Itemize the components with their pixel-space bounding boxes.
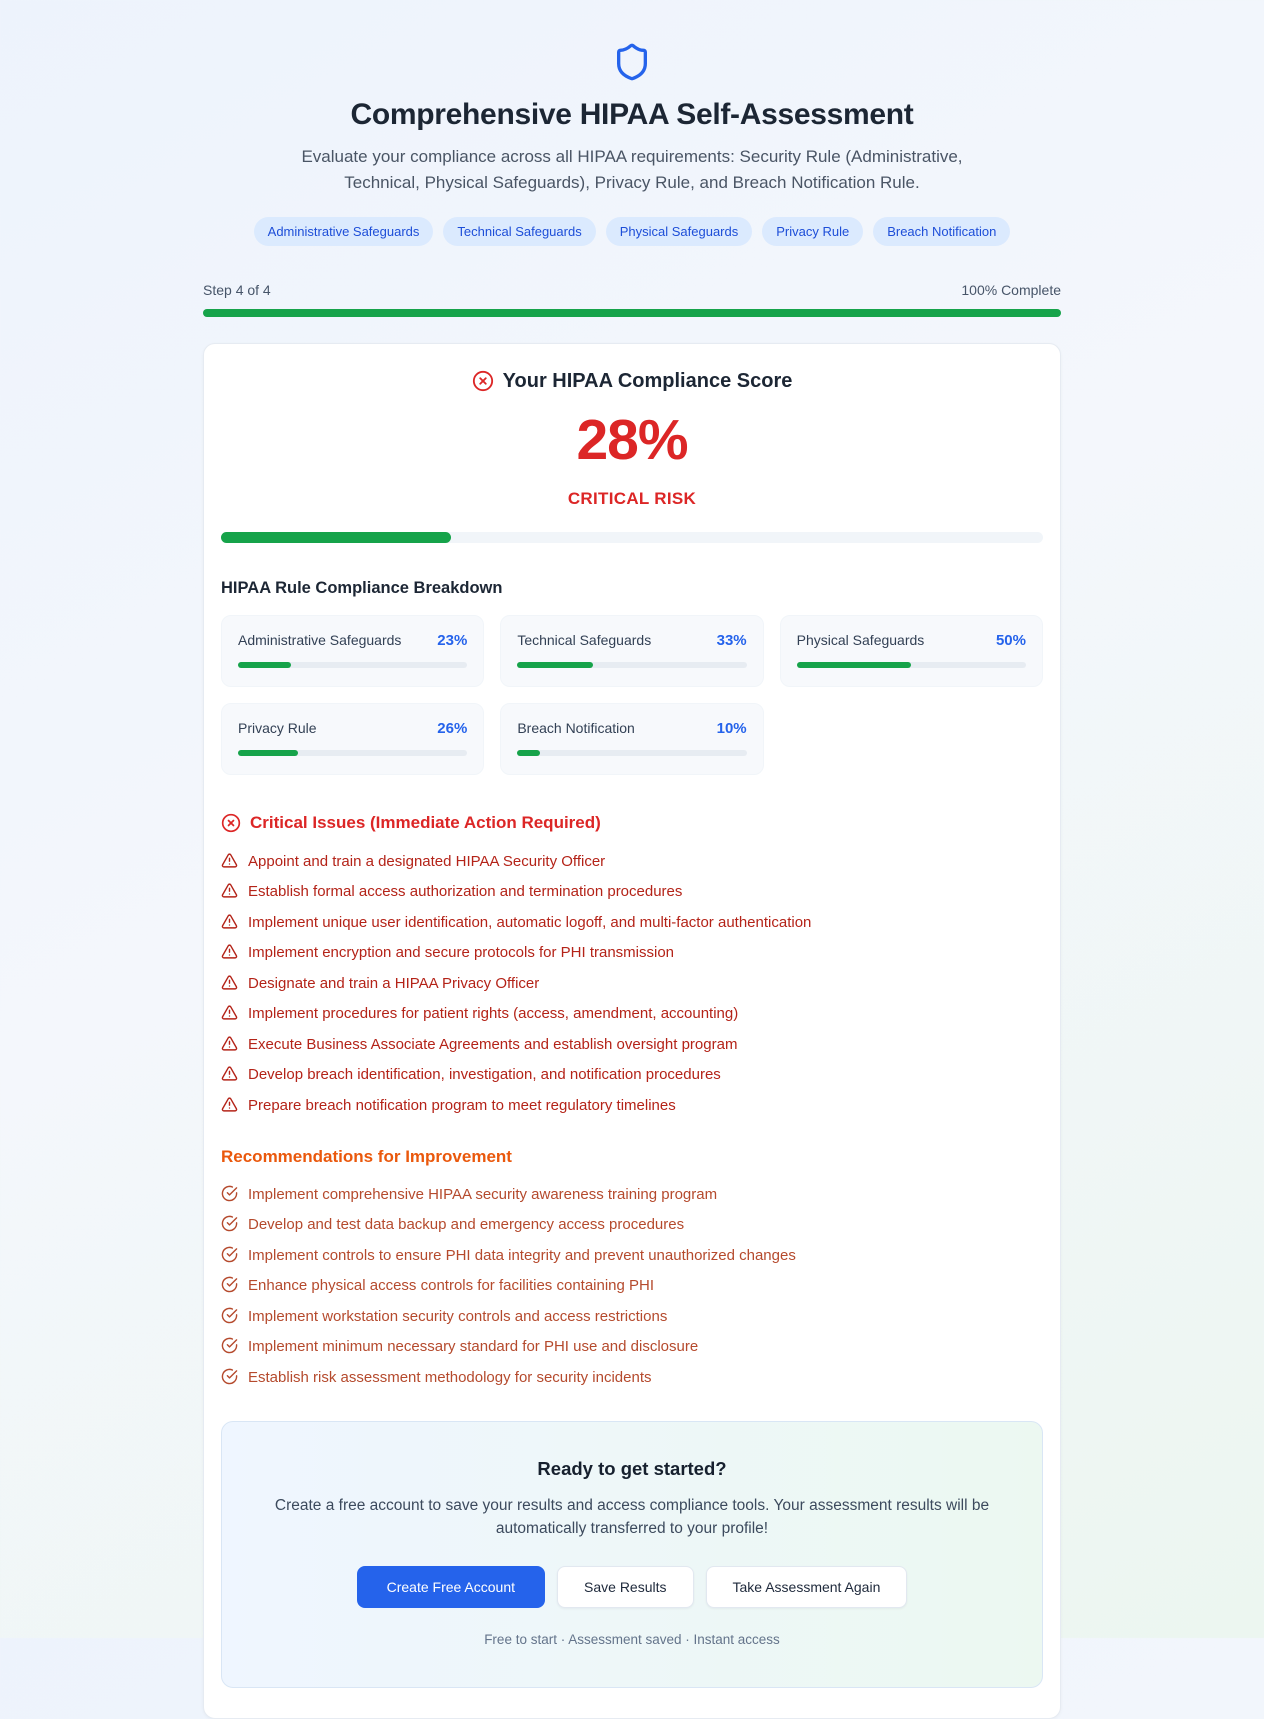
score-progress-bar [221,532,1043,543]
cta-buttons [262,1566,1002,1608]
breakdown-grid [221,615,1043,775]
recommendation-item [221,1216,1043,1234]
warning-triangle-icon [221,1035,238,1052]
recommendation-item [221,1277,1043,1295]
recommendation-item [221,1308,1043,1326]
save-results-button[interactable]: Save Results [557,1566,693,1608]
critical-issue-item [221,914,1043,932]
risk-level-label: CRITICAL RISK [567,488,697,508]
warning-triangle-icon [221,1004,238,1021]
badge-technical-safeguards: Technical Safeguards [443,217,595,246]
check-circle-icon [221,1276,238,1293]
recommendation-text: Establish risk assessment methodology for security incidents [248,1368,652,1386]
breakdown-card-administrative [221,615,484,687]
badge-physical-safeguards: Physical Safeguards [606,217,753,246]
create-free-account-button[interactable]: Create Free Account [357,1566,545,1608]
warning-triangle-icon [221,1065,238,1082]
score-value: 28% [576,407,688,472]
critical-issue-item [221,1005,1043,1023]
critical-issue-text: Implement unique user identification, automatic logoff, and multi-factor authentication [248,913,812,931]
shield-icon [203,42,1061,82]
breakdown-percent: 50% [995,631,1026,649]
critical-issue-item [221,1036,1043,1054]
step-label: Step 4 of 4 [203,281,271,298]
check-circle-icon [221,1337,238,1354]
critical-issue-item [221,944,1043,962]
check-circle-icon [221,1215,238,1232]
breakdown-bar-fill [517,662,593,668]
critical-issue-item [221,1066,1043,1084]
breakdown-percent: 33% [716,631,747,649]
recommendations-list [221,1186,1043,1387]
breakdown-label: Physical Safeguards [796,632,925,649]
recommendation-item [221,1247,1043,1265]
recommendation-item [221,1369,1043,1387]
check-circle-icon [221,1185,238,1202]
breakdown-card-privacy [221,703,484,775]
breakdown-percent: 10% [716,719,747,737]
page-header [203,42,1061,246]
breakdown-label: Privacy Rule [238,720,317,737]
breakdown-card-physical [780,615,1043,687]
critical-issue-text: Implement encryption and secure protocols for PHI transmission [248,944,675,962]
critical-issue-item [221,975,1043,993]
rule-badges [203,217,1061,246]
breakdown-bar [238,662,467,668]
recommendation-text: Implement controls to ensure PHI data integrity and prevent unauthorized changes [248,1246,796,1264]
score-header [221,370,1043,393]
breakdown-heading: HIPAA Rule Compliance Breakdown [221,578,503,597]
cta-card [221,1421,1043,1689]
recommendation-text: Enhance physical access controls for facilities containing PHI [248,1277,655,1295]
step-progress-fill [203,309,1061,317]
warning-triangle-icon [221,852,238,869]
breakdown-bar-fill [238,750,298,756]
warning-triangle-icon [221,943,238,960]
breakdown-bar-fill [517,750,540,756]
breakdown-percent: 26% [437,719,468,737]
breakdown-bar [517,662,746,668]
breakdown-bar [517,750,746,756]
complete-label: 100% Complete [961,281,1061,298]
critical-issue-text: Establish formal access authorization and termination procedures [248,883,683,901]
breakdown-bar-fill [238,662,291,668]
critical-issue-item [221,883,1043,901]
score-progress-fill [221,532,451,543]
critical-issues-heading [221,813,1043,833]
recommendation-text: Implement comprehensive HIPAA security awareness training program [248,1185,718,1203]
cta-footnote: Free to start · Assessment saved · Instant access [484,1632,780,1648]
check-circle-icon [221,1368,238,1385]
recommendation-text: Develop and test data backup and emergency access procedures [248,1216,685,1234]
warning-triangle-icon [221,913,238,930]
critical-issue-item [221,1097,1043,1115]
cta-heading: Ready to get started? [537,1457,727,1479]
badge-administrative-safeguards: Administrative Safeguards [254,217,434,246]
step-progress-bar [203,309,1061,317]
recommendation-item [221,1186,1043,1204]
breakdown-bar-fill [797,662,912,668]
breakdown-label: Administrative Safeguards [238,632,402,649]
recommendation-text: Implement workstation security controls and access restrictions [248,1307,668,1325]
results-card [203,343,1061,1719]
page-title: Comprehensive HIPAA Self-Assessment [350,98,914,131]
breakdown-label: Technical Safeguards [517,632,652,649]
cta-body-text: Create a free account to save your results and access compliance tools. Your assessment results will be automatically transferred to your profile! [274,1496,990,1537]
breakdown-card-technical [500,615,763,687]
recommendation-item [221,1338,1043,1356]
x-circle-icon [221,813,241,833]
critical-issue-item [221,853,1043,871]
recommendations-heading: Recommendations for Improvement [221,1146,512,1166]
critical-issue-text: Designate and train a HIPAA Privacy Officer [248,974,540,992]
score-title: Your HIPAA Compliance Score [502,369,793,392]
breakdown-bar [238,750,467,756]
breakdown-label: Breach Notification [517,720,635,737]
breakdown-percent: 23% [437,631,468,649]
page-container [203,0,1061,1719]
critical-issue-text: Appoint and train a designated HIPAA Security Officer [248,852,606,870]
warning-triangle-icon [221,974,238,991]
check-circle-icon [221,1307,238,1324]
recommendation-text: Implement minimum necessary standard for PHI use and disclosure [248,1338,699,1356]
warning-triangle-icon [221,882,238,899]
critical-issues-list [221,853,1043,1115]
x-circle-icon [472,370,494,392]
take-assessment-again-button[interactable]: Take Assessment Again [706,1566,908,1608]
breakdown-card-breach [500,703,763,775]
critical-issue-text: Execute Business Associate Agreements and establish oversight program [248,1035,738,1053]
badge-privacy-rule: Privacy Rule [762,217,863,246]
step-progress-header [203,282,1061,298]
badge-breach-notification: Breach Notification [873,217,1010,246]
critical-issue-text: Implement procedures for patient rights (access, amendment, accounting) [248,1005,739,1023]
critical-issues-title: Critical Issues (Immediate Action Required) [250,812,601,832]
breakdown-bar [797,662,1026,668]
critical-issue-text: Develop breach identification, investigation, and notification procedures [248,1066,721,1084]
page-subtitle: Evaluate your compliance across all HIPAA requirements: Security Rule (Administrative, Technical, Physical Safeguards), Privacy Rule, and Breach Notification Rule. [301,147,963,193]
critical-issue-text: Prepare breach notification program to meet regulatory timelines [248,1096,676,1114]
warning-triangle-icon [221,1096,238,1113]
check-circle-icon [221,1246,238,1263]
